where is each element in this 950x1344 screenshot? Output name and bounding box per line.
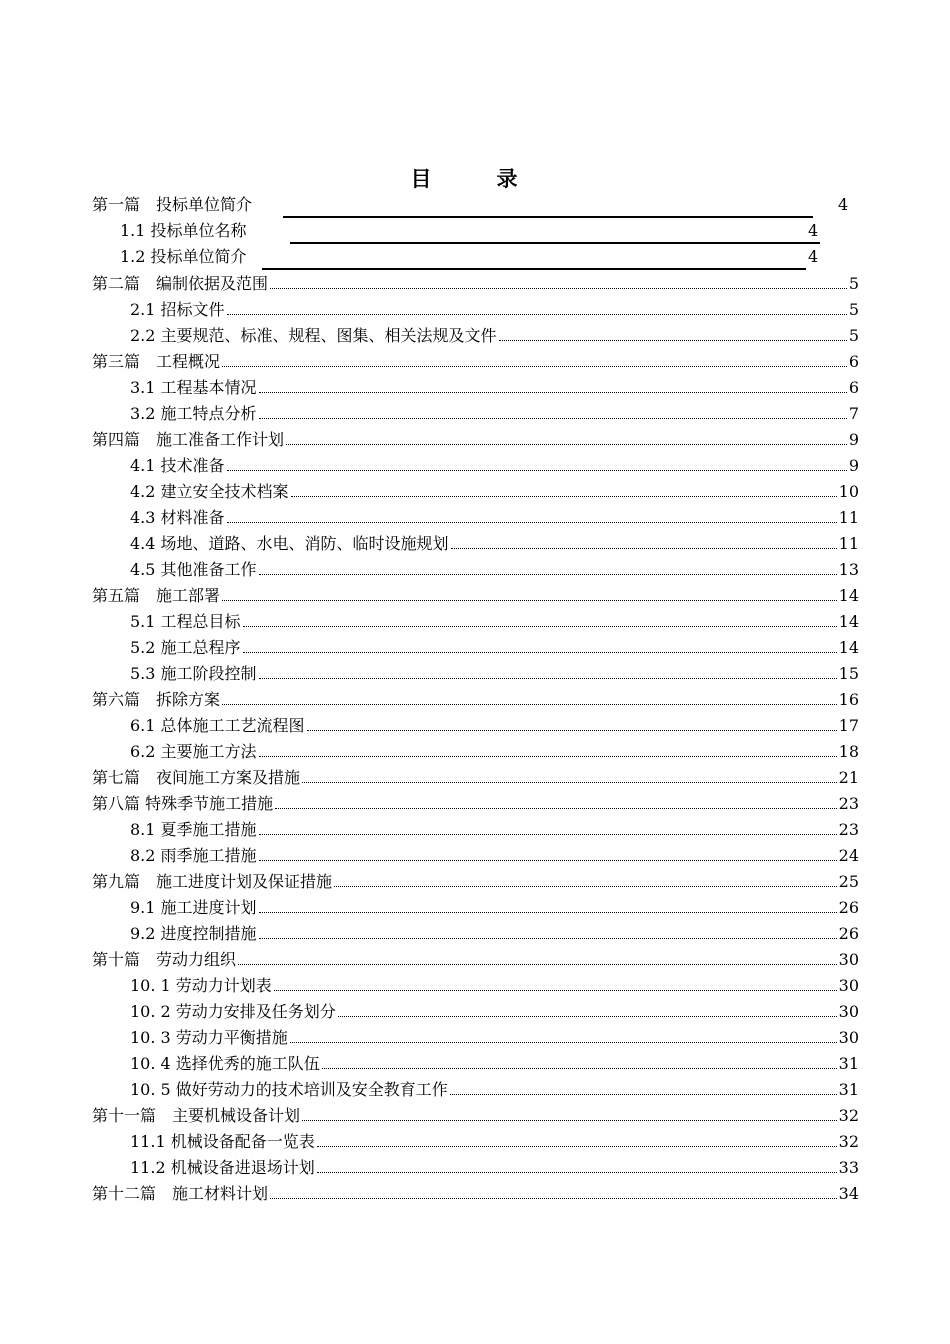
toc-entry-page: 17 <box>838 716 859 735</box>
toc-entry[interactable] <box>130 660 859 686</box>
toc-entry-label: 2.2 主要规范、标准、规程、图集、相关法规及文件 <box>130 323 498 349</box>
toc-entry-leader <box>227 504 837 523</box>
toc-entry-label: 8.1 夏季施工措施 <box>130 817 258 843</box>
toc-entry-leader <box>450 1076 837 1095</box>
toc-entry[interactable] <box>130 1154 859 1180</box>
toc-entry-page: 5 <box>848 326 859 345</box>
toc-entry-page: 26 <box>838 898 859 917</box>
toc-entry-leader <box>302 764 837 783</box>
toc-entry-page: 33 <box>838 1158 859 1177</box>
toc-entry-label: 10. 1 劳动力计划表 <box>130 973 273 999</box>
toc-entry-page: 23 <box>838 794 859 813</box>
toc-entry-label: 第九篇 施工进度计划及保证措施 <box>92 869 333 895</box>
toc-entry-page: 30 <box>838 950 859 969</box>
toc-entry[interactable] <box>130 894 859 920</box>
toc-entry-page: 5 <box>848 274 859 293</box>
toc-entry-leader <box>238 946 837 965</box>
toc-entry-leader <box>322 1050 837 1069</box>
toc-entry-page: 6 <box>848 378 859 397</box>
toc-entry-page: 32 <box>838 1106 859 1125</box>
toc-entry[interactable] <box>92 764 859 790</box>
toc-entry-leader <box>243 608 837 627</box>
toc-entry-page: 24 <box>838 846 859 865</box>
toc-entry-label: 第五篇 施工部署 <box>92 583 221 609</box>
toc-entry[interactable] <box>92 582 859 608</box>
toc-entry-label: 1.2 投标单位简介 <box>120 247 247 266</box>
toc-entry-page: 6 <box>848 352 859 371</box>
toc-entry-leader <box>259 894 837 913</box>
toc-entry[interactable] <box>130 322 859 348</box>
toc-entry-label: 5.1 工程总目标 <box>130 609 242 635</box>
toc-entry-page: 31 <box>838 1080 859 1099</box>
toc-entry-leader <box>275 790 837 809</box>
toc-entry-leader <box>451 530 837 549</box>
toc-entry-leader <box>307 712 837 731</box>
toc-entry-leader <box>259 842 837 861</box>
toc-entry-label: 3.2 施工特点分析 <box>130 401 258 427</box>
toc-entry-label: 4.4 场地、道路、水电、消防、临时设施规划 <box>130 531 450 557</box>
toc-entry-page: 14 <box>838 612 859 631</box>
toc-entry-label: 3.1 工程基本情况 <box>130 375 258 401</box>
toc-entry-page: 4 <box>808 221 819 240</box>
toc-entry[interactable] <box>130 1050 859 1076</box>
toc-entry-page: 14 <box>838 638 859 657</box>
toc-entry-label: 第三篇 工程概况 <box>92 349 221 375</box>
toc-entry-leader <box>302 1102 837 1121</box>
toc-entry[interactable] <box>130 972 859 998</box>
toc-entry[interactable] <box>130 296 859 322</box>
toc-entry-page: 4 <box>838 195 849 214</box>
toc-entry-leader <box>259 400 847 419</box>
toc-entry-label: 6.2 主要施工方法 <box>130 739 258 765</box>
toc-entry[interactable] <box>92 426 859 452</box>
toc-entry-leader <box>334 868 837 887</box>
toc-entry-leader <box>338 998 837 1017</box>
toc-entry-leader <box>259 816 837 835</box>
toc-entry-label: 2.1 招标文件 <box>130 297 226 323</box>
toc-entry-label: 第十二篇 施工材料计划 <box>92 1181 269 1207</box>
toc-entry-page: 25 <box>838 872 859 891</box>
toc-entry[interactable] <box>120 244 840 270</box>
toc-entry[interactable] <box>92 348 859 374</box>
toc-entry[interactable] <box>130 842 859 868</box>
toc-entry[interactable] <box>130 374 859 400</box>
toc-entry[interactable] <box>92 1180 859 1206</box>
toc-entry-page: 15 <box>838 664 859 683</box>
toc-entry[interactable] <box>130 1024 859 1050</box>
toc-entry-page: 7 <box>848 404 859 423</box>
toc-entry-leader <box>259 920 837 939</box>
toc-entry[interactable] <box>130 608 859 634</box>
toc-entry-label: 5.2 施工总程序 <box>130 635 242 661</box>
toc-entry[interactable] <box>92 790 859 816</box>
toc-entry-label: 8.2 雨季施工措施 <box>130 843 258 869</box>
toc-entry[interactable] <box>92 1102 859 1128</box>
toc-entry-leader <box>499 322 847 341</box>
toc-entry-page: 30 <box>838 1002 859 1021</box>
toc-entry-label: 4.2 建立安全技术档案 <box>130 479 290 505</box>
toc-entry-leader <box>222 348 847 367</box>
toc-title: 目 录 <box>410 167 540 191</box>
toc-entry-leader <box>290 1024 837 1043</box>
toc-entry-leader <box>259 738 837 757</box>
toc-entry-leader <box>286 426 847 445</box>
toc-entry[interactable] <box>130 1076 859 1102</box>
toc-entry-page: 32 <box>838 1132 859 1151</box>
toc-entry[interactable] <box>130 504 859 530</box>
toc-entry[interactable] <box>130 478 859 504</box>
toc-entry-page: 18 <box>838 742 859 761</box>
toc-entry[interactable] <box>130 712 859 738</box>
toc-entry-page: 13 <box>838 560 859 579</box>
toc-entry[interactable] <box>130 816 859 842</box>
toc-entry[interactable] <box>130 530 859 556</box>
toc-entry-label: 5.3 施工阶段控制 <box>130 661 258 687</box>
toc-entry-label: 第七篇 夜间施工方案及措施 <box>92 765 301 791</box>
toc-entry-leader <box>259 660 837 679</box>
toc-entry-page: 30 <box>838 1028 859 1047</box>
toc-entry-page: 31 <box>838 1054 859 1073</box>
toc-entry-label: 10. 5 做好劳动力的技术培训及安全教育工作 <box>130 1077 449 1103</box>
toc-entry-page: 11 <box>838 508 859 527</box>
toc-entry[interactable] <box>130 1128 859 1154</box>
toc-entry-leader <box>291 478 837 497</box>
toc-entry-label: 6.1 总体施工工艺流程图 <box>130 713 306 739</box>
toc-entry[interactable] <box>130 738 859 764</box>
toc-entry-page: 30 <box>838 976 859 995</box>
toc-entry-label: 4.5 其他准备工作 <box>130 557 258 583</box>
toc-entry-leader <box>222 582 837 601</box>
toc-entry[interactable] <box>130 400 859 426</box>
toc-entry-label: 9.2 进度控制措施 <box>130 921 258 947</box>
toc-entry-page: 34 <box>838 1184 859 1203</box>
toc-entry-label: 9.1 施工进度计划 <box>130 895 258 921</box>
toc-entry[interactable] <box>92 946 859 972</box>
toc-entry-page: 23 <box>838 820 859 839</box>
toc-entry-leader <box>243 634 837 653</box>
toc-entry[interactable] <box>92 686 859 712</box>
toc-entry-page: 4 <box>808 247 819 266</box>
toc-entry-page: 9 <box>848 430 859 449</box>
toc-entry[interactable] <box>130 634 859 660</box>
toc-entry[interactable] <box>130 452 859 478</box>
toc-entry-label: 第一篇 投标单位简介 <box>92 195 253 214</box>
toc-entry[interactable] <box>92 270 859 296</box>
toc-entry-leader <box>227 296 847 315</box>
toc-entry-page: 26 <box>838 924 859 943</box>
toc-entry-label: 第四篇 施工准备工作计划 <box>92 427 285 453</box>
toc-entry-page: 5 <box>848 300 859 319</box>
toc-entry-label: 11.2 机械设备进退场计划 <box>130 1155 316 1181</box>
toc-entry-page: 21 <box>838 768 859 787</box>
toc-entry-label: 第十一篇 主要机械设备计划 <box>92 1103 301 1129</box>
toc-entry-leader <box>222 686 837 705</box>
toc-entry-leader <box>317 1154 837 1173</box>
toc-entry-leader <box>227 452 847 471</box>
toc-entry-label: 第十篇 劳动力组织 <box>92 947 237 973</box>
toc-entry-leader <box>270 1180 837 1199</box>
toc-entry-label: 第八篇 特殊季节施工措施 <box>92 791 274 817</box>
toc-entry-label: 4.3 材料准备 <box>130 505 226 531</box>
toc-entry[interactable] <box>130 920 859 946</box>
toc-entry-leader <box>259 374 847 393</box>
toc-entry[interactable] <box>92 192 862 218</box>
toc-entry-label: 10. 3 劳动力平衡措施 <box>130 1025 289 1051</box>
toc-entry-page: 14 <box>838 586 859 605</box>
toc-entry[interactable] <box>130 998 859 1024</box>
toc-entry-page: 16 <box>838 690 859 709</box>
toc-entry[interactable] <box>120 218 840 244</box>
toc-entry-label: 第二篇 编制依据及范围 <box>92 271 269 297</box>
toc-entry-label: 11.1 机械设备配备一览表 <box>130 1129 316 1155</box>
toc-entry-label: 4.1 技术准备 <box>130 453 226 479</box>
toc-entry-label: 1.1 投标单位名称 <box>120 221 247 240</box>
toc-entry-page: 10 <box>838 482 859 501</box>
toc-entry-label: 10. 2 劳动力安排及任务划分 <box>130 999 337 1025</box>
toc-entry-leader <box>317 1128 837 1147</box>
toc-entry[interactable] <box>130 556 859 582</box>
toc-entry-page: 11 <box>838 534 859 553</box>
toc-entry-label: 第六篇 拆除方案 <box>92 687 221 713</box>
toc-entry-leader <box>270 270 847 289</box>
toc-entry[interactable] <box>92 868 859 894</box>
toc-entry-page: 9 <box>848 456 859 475</box>
toc-entry-leader <box>259 556 837 575</box>
toc-entry-label: 10. 4 选择优秀的施工队伍 <box>130 1051 321 1077</box>
toc-entry-leader <box>274 972 837 991</box>
